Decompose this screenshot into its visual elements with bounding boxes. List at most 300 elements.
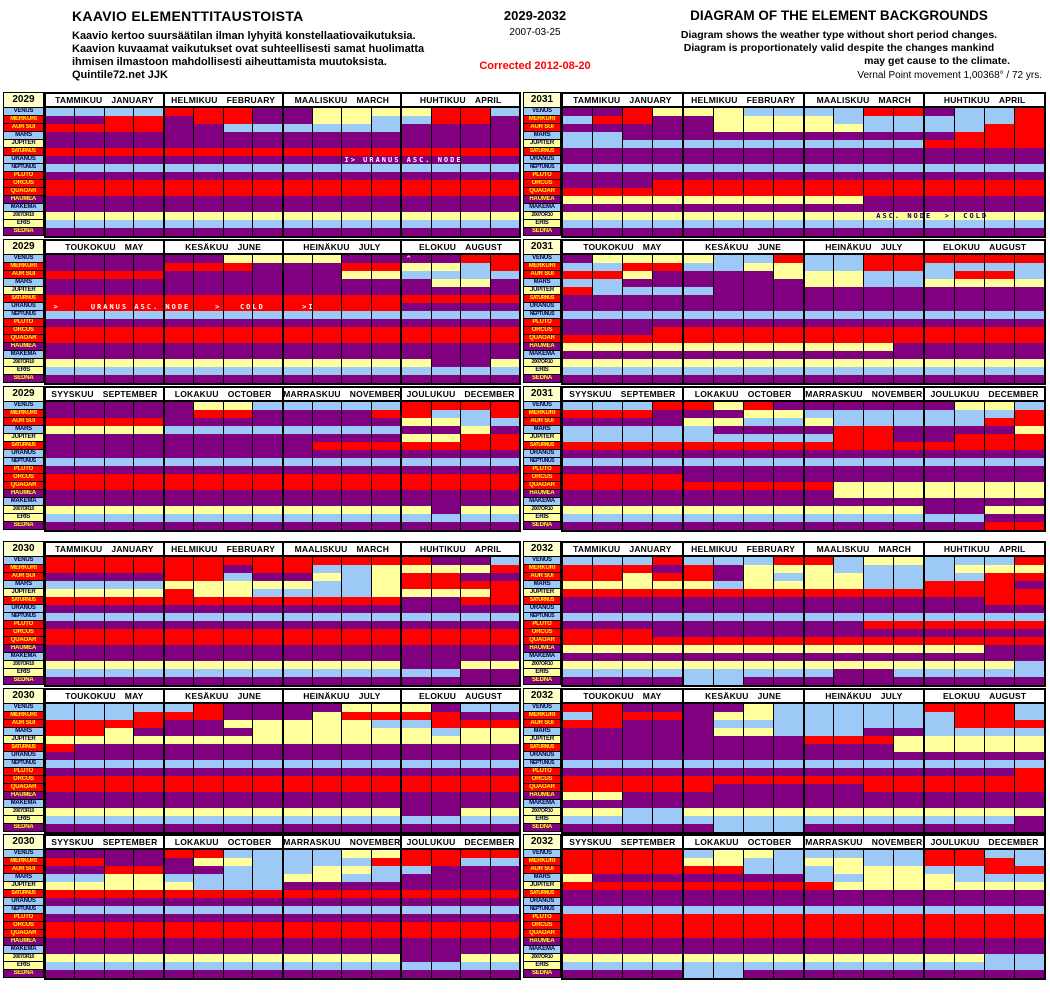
grid-row-2007or10 xyxy=(563,359,1044,367)
row-label: SATURNUS xyxy=(523,744,561,752)
element-cell xyxy=(623,442,653,450)
element-cell xyxy=(864,970,894,978)
element-cell xyxy=(864,637,894,645)
element-cell xyxy=(105,858,134,866)
element-cell xyxy=(134,287,164,295)
element-cell xyxy=(372,922,402,930)
element-cell xyxy=(224,866,253,874)
element-cell xyxy=(284,661,313,669)
element-cell xyxy=(834,760,864,768)
element-cell xyxy=(714,768,744,776)
element-cell xyxy=(864,882,894,890)
grid-row-haumea xyxy=(46,938,519,946)
element-cell xyxy=(623,220,653,228)
row-label: SATURNUS xyxy=(3,597,44,605)
element-cell xyxy=(461,645,490,653)
element-cell xyxy=(402,613,431,621)
element-cell xyxy=(684,303,714,311)
element-cell xyxy=(925,466,955,474)
element-cell xyxy=(402,271,431,279)
element-cell xyxy=(834,605,864,613)
element-cell xyxy=(805,938,835,946)
element-cell xyxy=(313,164,342,172)
element-cell xyxy=(194,970,223,978)
element-cell xyxy=(955,164,985,172)
row-label: QUAOAR xyxy=(523,930,561,938)
element-cell xyxy=(563,800,593,808)
label-column xyxy=(523,92,561,238)
element-cell xyxy=(623,418,653,426)
element-cell xyxy=(313,498,342,506)
element-cell xyxy=(593,359,623,367)
element-cell xyxy=(805,922,835,930)
row-label: PLUTO xyxy=(523,319,561,327)
element-cell xyxy=(461,677,490,685)
element-cell xyxy=(805,752,835,760)
element-cell xyxy=(253,938,283,946)
element-cell xyxy=(684,164,714,172)
element-cell xyxy=(774,565,805,573)
year-cell: 2032 xyxy=(523,834,561,850)
element-cell xyxy=(402,418,431,426)
element-cell xyxy=(894,816,925,824)
month-name-en: DECEMBER xyxy=(464,389,515,399)
element-cell xyxy=(955,287,985,295)
element-cell xyxy=(402,287,431,295)
element-cell xyxy=(894,327,925,335)
element-cell xyxy=(313,220,342,228)
month-name-en: APRIL xyxy=(474,95,502,105)
element-cell xyxy=(372,637,402,645)
element-cell xyxy=(402,850,431,858)
element-cell xyxy=(491,808,519,816)
element-cell xyxy=(623,148,653,156)
element-cell xyxy=(955,629,985,637)
element-cell xyxy=(684,212,714,220)
row-label: SATURNUS xyxy=(3,148,44,156)
element-cell xyxy=(491,490,519,498)
element-cell xyxy=(402,744,431,752)
element-cell xyxy=(491,196,519,204)
element-cell xyxy=(774,311,805,319)
element-cell xyxy=(623,196,653,204)
element-cell xyxy=(1015,704,1044,712)
element-cell xyxy=(284,303,313,311)
element-cell xyxy=(834,720,864,728)
element-cell xyxy=(714,677,744,685)
element-cell xyxy=(834,410,864,418)
element-cell xyxy=(894,132,925,140)
element-cell xyxy=(402,736,431,744)
element-cell xyxy=(75,962,104,970)
element-cell xyxy=(134,295,164,303)
element-cell xyxy=(134,637,164,645)
element-cell xyxy=(432,212,461,220)
element-cell xyxy=(774,271,805,279)
element-cell xyxy=(593,776,623,784)
element-cell xyxy=(1015,557,1044,565)
element-cell xyxy=(224,466,253,474)
element-cell xyxy=(925,930,955,938)
row-label: NEPTUNUS xyxy=(3,613,44,621)
element-cell xyxy=(165,752,194,760)
element-cell xyxy=(744,954,774,962)
element-cell xyxy=(744,906,774,914)
row-label: MERKURI xyxy=(3,858,44,866)
element-cell xyxy=(985,938,1015,946)
element-cell xyxy=(313,661,342,669)
element-cell xyxy=(653,458,684,466)
row-label: QUAOAR xyxy=(3,188,44,196)
element-cell xyxy=(46,426,75,434)
element-cell xyxy=(372,426,402,434)
element-cell xyxy=(372,410,402,418)
element-cell xyxy=(105,116,134,124)
element-cell xyxy=(925,898,955,906)
row-label: AUR SUI xyxy=(523,271,561,279)
element-cell xyxy=(75,653,104,661)
element-cell xyxy=(623,874,653,882)
element-cell xyxy=(224,140,253,148)
row-label: JUPITER xyxy=(3,589,44,597)
element-cell xyxy=(342,704,371,712)
row-label: ORCUS xyxy=(3,629,44,637)
element-cell xyxy=(461,140,490,148)
element-cell xyxy=(1015,808,1044,816)
element-cell xyxy=(653,212,684,220)
element-cell xyxy=(653,522,684,530)
element-cell xyxy=(432,263,461,271)
element-cell xyxy=(224,287,253,295)
element-cell xyxy=(955,402,985,410)
element-cell xyxy=(372,343,402,351)
element-cell xyxy=(955,327,985,335)
element-cell xyxy=(744,506,774,514)
month-header-row xyxy=(44,239,521,255)
grid-row-quaoar xyxy=(563,188,1044,196)
element-cell xyxy=(653,744,684,752)
element-cell xyxy=(342,898,371,906)
row-label: JUPITER xyxy=(3,736,44,744)
element-cell xyxy=(985,565,1015,573)
element-cell xyxy=(955,581,985,589)
element-cell xyxy=(372,613,402,621)
element-cell xyxy=(253,359,283,367)
element-cell xyxy=(46,704,75,712)
element-cell xyxy=(75,882,104,890)
element-cell xyxy=(955,882,985,890)
element-cell xyxy=(46,212,75,220)
element-cell xyxy=(955,303,985,311)
element-cell xyxy=(372,954,402,962)
element-cell xyxy=(894,898,925,906)
element-cell xyxy=(653,661,684,669)
month-header-row xyxy=(44,688,521,704)
element-cell xyxy=(955,418,985,426)
element-cell xyxy=(402,295,431,303)
year-cell: 2031 xyxy=(523,239,561,255)
element-cell xyxy=(432,744,461,752)
element-cell xyxy=(774,669,805,677)
element-cell xyxy=(46,434,75,442)
element-cell xyxy=(253,581,283,589)
element-cell xyxy=(491,629,519,637)
element-cell xyxy=(985,922,1015,930)
element-cell xyxy=(342,882,371,890)
element-cell xyxy=(985,514,1015,522)
element-cell xyxy=(105,196,134,204)
element-cell xyxy=(1015,172,1044,180)
element-cell xyxy=(491,621,519,629)
label-column xyxy=(3,386,44,532)
element-cell xyxy=(744,458,774,466)
element-cell xyxy=(593,204,623,212)
element-cell xyxy=(834,938,864,946)
element-cell xyxy=(105,906,134,914)
element-cell xyxy=(684,295,714,303)
grid-row-venus xyxy=(46,108,519,116)
element-cell xyxy=(284,882,313,890)
element-cell xyxy=(342,410,371,418)
element-cell xyxy=(653,140,684,148)
element-cell xyxy=(714,319,744,327)
element-cell xyxy=(593,858,623,866)
element-cell xyxy=(165,573,194,581)
element-cell xyxy=(714,962,744,970)
element-cell xyxy=(774,768,805,776)
element-cell xyxy=(593,108,623,116)
grid-row-mars xyxy=(46,279,519,287)
element-cell xyxy=(75,858,104,866)
element-cell xyxy=(372,108,402,116)
element-cell xyxy=(105,156,134,164)
month-name-fi: SYYSKUU xyxy=(569,837,612,847)
element-cell xyxy=(313,263,342,271)
element-cell xyxy=(834,816,864,824)
element-cell xyxy=(653,196,684,204)
element-cell xyxy=(372,375,402,383)
element-cell xyxy=(1015,712,1044,720)
month-name-en: MAY xyxy=(642,691,662,701)
label-column xyxy=(3,239,44,385)
month-header-row xyxy=(44,541,521,557)
element-cell xyxy=(653,669,684,677)
element-cell xyxy=(342,890,371,898)
element-cell xyxy=(563,816,593,824)
element-cell xyxy=(593,402,623,410)
element-cell xyxy=(342,156,371,164)
element-cell xyxy=(284,164,313,172)
element-cell xyxy=(253,613,283,621)
element-cell xyxy=(834,613,864,621)
element-cell xyxy=(75,629,104,637)
grid-row-quaoar xyxy=(46,482,519,490)
element-cell xyxy=(342,661,371,669)
element-cell xyxy=(134,458,164,466)
element-cell xyxy=(402,458,431,466)
element-cell xyxy=(684,720,714,728)
element-cell xyxy=(714,303,744,311)
element-cell xyxy=(313,490,342,498)
element-cell xyxy=(134,930,164,938)
element-cell xyxy=(313,180,342,188)
grid-row-venus xyxy=(563,850,1044,858)
element-cell xyxy=(593,882,623,890)
element-cell xyxy=(46,514,75,522)
element-cell xyxy=(985,728,1015,736)
element-cell xyxy=(342,196,371,204)
element-cell xyxy=(372,597,402,605)
element-cell xyxy=(805,613,835,621)
element-cell xyxy=(461,156,490,164)
element-cell xyxy=(894,196,925,204)
element-cell xyxy=(461,629,490,637)
element-cell xyxy=(774,922,805,930)
row-label: VENUS xyxy=(3,850,44,858)
element-cell xyxy=(925,954,955,962)
element-cell xyxy=(432,375,461,383)
element-cell xyxy=(774,335,805,343)
row-label: SEDNA xyxy=(523,677,561,685)
row-label: MARS xyxy=(3,132,44,140)
element-cell xyxy=(253,752,283,760)
row-label: ORCUS xyxy=(3,474,44,482)
element-cell xyxy=(834,220,864,228)
element-cell xyxy=(623,776,653,784)
element-cell xyxy=(925,124,955,132)
element-cell xyxy=(313,962,342,970)
element-cell xyxy=(134,882,164,890)
element-cell xyxy=(342,367,371,375)
row-label: VENUS xyxy=(3,557,44,565)
element-cell xyxy=(864,522,894,530)
element-cell xyxy=(653,922,684,930)
element-cell xyxy=(623,124,653,132)
element-cell xyxy=(714,800,744,808)
month-header xyxy=(163,690,282,702)
element-cell xyxy=(1015,164,1044,172)
element-cell xyxy=(774,858,805,866)
element-cell xyxy=(774,792,805,800)
element-cell xyxy=(563,108,593,116)
element-cell xyxy=(284,140,313,148)
element-cell xyxy=(955,906,985,914)
month-name-fi: TOUKOKUU xyxy=(583,242,634,252)
element-cell xyxy=(491,573,519,581)
element-cell xyxy=(134,450,164,458)
element-cell xyxy=(284,597,313,605)
band-half-2030 xyxy=(3,688,521,834)
row-label: PLUTO xyxy=(523,768,561,776)
element-cell xyxy=(985,784,1015,792)
element-cell xyxy=(253,930,283,938)
element-cell xyxy=(834,450,864,458)
band-half-2031 xyxy=(523,386,1046,532)
element-cell xyxy=(372,132,402,140)
element-cell xyxy=(925,557,955,565)
element-cell xyxy=(805,914,835,922)
element-cell xyxy=(165,319,194,327)
element-cell xyxy=(134,188,164,196)
element-cell xyxy=(432,858,461,866)
element-cell xyxy=(744,744,774,752)
element-cell xyxy=(224,108,253,116)
element-cell xyxy=(955,946,985,954)
element-cell xyxy=(864,351,894,359)
element-cell xyxy=(461,824,490,832)
element-cell xyxy=(372,359,402,367)
element-cell xyxy=(134,279,164,287)
row-label: SATURNUS xyxy=(523,597,561,605)
element-cell xyxy=(372,621,402,629)
element-cell xyxy=(1015,271,1044,279)
grid-row-quaoar xyxy=(563,637,1044,645)
element-cell xyxy=(105,498,134,506)
element-cell xyxy=(165,498,194,506)
element-cell xyxy=(894,565,925,573)
element-cell xyxy=(165,514,194,522)
element-cell xyxy=(925,458,955,466)
element-cell xyxy=(342,522,371,530)
element-cell xyxy=(623,188,653,196)
grid-row-2007or10 xyxy=(46,212,519,220)
element-cell xyxy=(1015,319,1044,327)
element-cell xyxy=(432,140,461,148)
element-cell xyxy=(864,938,894,946)
row-label: HAUMEA xyxy=(523,792,561,800)
element-cell xyxy=(894,271,925,279)
element-cell xyxy=(985,418,1015,426)
grid-row-jupiter xyxy=(46,589,519,597)
element-cell xyxy=(105,255,134,263)
element-cell xyxy=(774,279,805,287)
element-cell xyxy=(313,506,342,514)
month-name-fi: JOULUKUU xyxy=(930,837,980,847)
element-cell xyxy=(774,188,805,196)
element-cell xyxy=(623,522,653,530)
grid-row-uranus xyxy=(563,156,1044,164)
element-cell xyxy=(313,800,342,808)
element-cell xyxy=(134,677,164,685)
element-cell xyxy=(402,204,431,212)
element-cell xyxy=(985,645,1015,653)
row-label: MAKEMA xyxy=(3,498,44,506)
element-cell xyxy=(985,156,1015,164)
element-cell xyxy=(744,704,774,712)
element-cell xyxy=(684,196,714,204)
row-label: MERKURI xyxy=(3,565,44,573)
element-cell xyxy=(253,573,283,581)
element-cell xyxy=(342,124,371,132)
element-grid xyxy=(44,704,521,834)
year-cell: 2032 xyxy=(523,688,561,704)
row-label: NEPTUNUS xyxy=(523,613,561,621)
element-cell xyxy=(684,367,714,375)
element-cell xyxy=(491,204,519,212)
element-cell xyxy=(461,180,490,188)
element-cell xyxy=(774,482,805,490)
element-cell xyxy=(653,271,684,279)
element-cell xyxy=(563,442,593,450)
element-cell xyxy=(105,124,134,132)
element-cell xyxy=(864,228,894,236)
row-label: AUR SUI xyxy=(523,720,561,728)
element-cell xyxy=(461,874,490,882)
element-cell xyxy=(593,220,623,228)
element-cell xyxy=(774,359,805,367)
label-column xyxy=(523,239,561,385)
element-cell xyxy=(805,220,835,228)
